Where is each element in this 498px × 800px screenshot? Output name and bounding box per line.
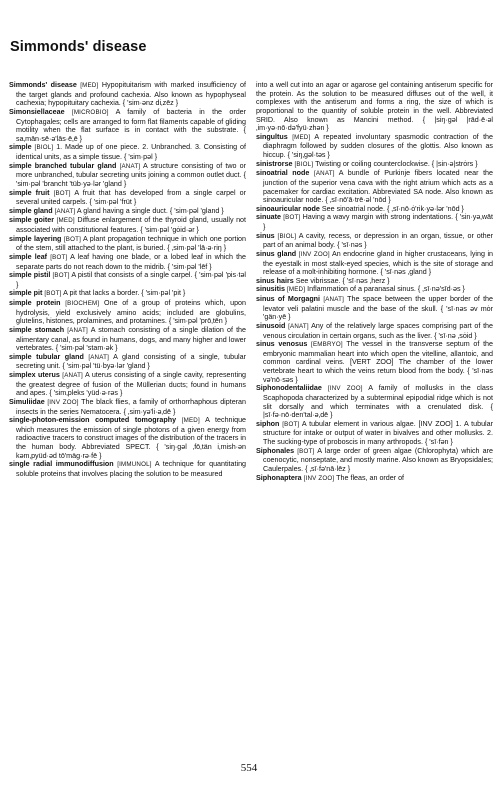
entry-pronunciation: { 'sī·nəs və'nō·səs } xyxy=(263,367,493,384)
dictionary-entry xyxy=(9,189,246,207)
dictionary-entry xyxy=(9,108,246,144)
entry-pronunciation: { ‚sim·yə'li·ə‚dē } xyxy=(123,407,176,416)
subject-label: [INV ZOO] xyxy=(298,250,330,258)
dictionary-entry xyxy=(9,162,246,189)
subject-label: [INV ZOO] xyxy=(47,398,79,406)
entry-headword: sinoatrial node xyxy=(256,169,310,178)
entry-definition: Inflammation of a paranasal sinus. xyxy=(307,285,416,294)
entry-definition: into a well cut into an agar or agarose gel containing antiserum specific for the protein. As the solution to be measured diffuses out of the well, it complexes with the antiserum and forms a ring, the size of which is proportional to the quantity of soluble protein in the well. Abbreviated SRID. Also known as Mancini method. xyxy=(256,81,493,124)
entry-headword: simple gland xyxy=(9,206,53,215)
subject-label: [BOT] xyxy=(297,447,315,455)
subject-label: [ANAT] xyxy=(54,207,76,215)
subject-label: [BIOCHEM] xyxy=(65,300,100,307)
entry-definition: A family of bacteria in the order Cytophagales; cells are arranged to form flat filaments capable of gliding motility when the flat surface is in contact with the substrate. xyxy=(16,107,247,135)
entry-headword: simple branched tubular gland xyxy=(9,161,117,170)
entry-definition: A tubular element in various algae. [INV ZOO] 1. A tubular structure for intake or output of water in bivalves and other mollusks. 2. The sucking-type of proboscis in many arthropods. xyxy=(263,419,493,446)
subject-label: [BOT] xyxy=(44,290,62,298)
dictionary-entry xyxy=(256,384,493,420)
entry-headword: Siphonodentaliidae xyxy=(256,384,322,393)
subject-label: [MED] xyxy=(292,133,311,141)
entry-headword: sinuate xyxy=(256,213,281,222)
dictionary-entry xyxy=(9,235,246,253)
dictionary-entry xyxy=(256,232,493,250)
entry-definition: The space between the upper border of the levator veli palatini muscle and the base of the skull. xyxy=(263,295,494,313)
entry-definition: A leaf having one blade, or a lobed leaf in which the separate parts do not reach down to the midrib. xyxy=(16,252,246,271)
entry-definition: Hypopituitarism with marked insufficiency of the target glands and profound cachexia. Also known as hypophyseal cachexia; hypopituitary cachexia. xyxy=(16,81,246,108)
entry-pronunciation: { 'sim·pəl 'gland } xyxy=(169,206,224,215)
subject-label: [BIOL] xyxy=(277,232,297,240)
entry-definition: A gland consisting of a single, tubular secreting unit. xyxy=(16,352,246,371)
entry-definition: The fleas, an order of xyxy=(336,473,405,482)
entry-pronunciation: { 'sim‚pleks 'yüd·ə·rəs } xyxy=(49,389,123,398)
dictionary-entry xyxy=(9,143,246,161)
entry-definition: A technique which measures the emission of single photons of a given energy from radioactive tracers to construct images of the distribution of the tracers in the human body. Abbreviated SPECT. xyxy=(16,416,247,451)
entry-pronunciation: { |sī·fə·nō·den'tal·ə‚dē } xyxy=(263,402,493,420)
entry-pronunciation: { ‚sī·nə'sīd·əs } xyxy=(417,285,465,294)
entry-pronunciation: { 'sim·pəl 'lēf } xyxy=(167,262,212,271)
entry-headword: sinus xyxy=(256,231,275,240)
subject-label: [BOT] xyxy=(53,189,71,197)
dictionary-entry xyxy=(256,250,493,277)
entry-headword: sinistrorse xyxy=(256,159,293,168)
dictionary-entry xyxy=(9,207,246,217)
dictionary-entry xyxy=(256,285,493,295)
entry-pronunciation: { 'sī·fən } xyxy=(424,438,453,446)
entry-headword: sinoauricular node xyxy=(256,204,320,213)
subject-label: [ANAT] xyxy=(119,162,141,170)
subject-label: [BOT] xyxy=(63,235,82,243)
entry-headword: simple xyxy=(9,143,32,152)
entry-pronunciation: { 'siŋ·gəl ‚fō‚tän i‚mish·ən kəm‚pyüd·əd tō'mäg·rə·fē } xyxy=(16,443,247,460)
entry-headword: simple pit xyxy=(9,289,43,298)
entry-headword: Siphonales xyxy=(256,446,295,455)
entry-pronunciation: { 'sin·yə‚wāt } xyxy=(263,213,494,231)
dictionary-entry xyxy=(9,299,246,326)
entry-pronunciation: { ‚sī·nō·ȯ'rik·yə·lər 'nōd } xyxy=(386,204,464,213)
entry-definition: Any of the relatively large spaces comprising part of the venous circulation in certain organs, such as the liver. xyxy=(263,321,494,340)
left-column xyxy=(9,81,246,479)
entry-definition: A technique for quantitating soluble proteins that involves placing the solution to be measured xyxy=(16,460,247,478)
entry-headword: single radial immunodiffusion xyxy=(9,460,114,469)
subject-label: [ANAT] xyxy=(323,296,344,303)
dictionary-entry xyxy=(9,326,246,353)
entry-pronunciation: { ‚sī·fə'nā·lēz } xyxy=(305,464,351,473)
entry-definition: A large order of green algae (Chlorophyta) which are coenocytic, nonseptate, and mostly marine. Also known as Bryopsidales; Caulerpales. xyxy=(263,446,494,473)
entry-headword: simple pistil xyxy=(9,271,51,280)
entry-pronunciation: { 'sī·nəs ‚herz } xyxy=(342,276,390,285)
dictionary-entry xyxy=(256,277,493,286)
right-column xyxy=(256,81,493,483)
subject-label: [ANAT] xyxy=(88,353,109,361)
dictionary-entry xyxy=(256,474,493,484)
dictionary-entry xyxy=(256,169,493,205)
entry-definition: The black flies, a family of orthorrhaphous dipteran insects in the series Nematocera. xyxy=(16,397,246,416)
entry-pronunciation: { 'sim·pəl 'früt } xyxy=(89,198,137,207)
entry-pronunciation: { 'sī·nəs } xyxy=(337,241,367,250)
entry-headword: Simonsiellaceae xyxy=(9,107,65,116)
entry-definition: A family of mollusks in the class Scaphopoda characterized by a subterminal epipodial ridge which is not slit dorsally and which terminates with a crenulated disk. xyxy=(263,384,494,411)
entry-pronunciation: { 'sim·pəl } xyxy=(123,153,158,161)
entry-headword: sinus hairs xyxy=(256,276,294,285)
entry-headword: sinus of Morgagni xyxy=(256,295,321,303)
dictionary-entry xyxy=(9,253,246,271)
entry-pronunciation: { 'sim·pəl 'pit } xyxy=(141,289,186,298)
entry-pronunciation: { ‚sim·pəl 'lā·ə·riŋ } xyxy=(167,244,227,253)
subject-label: [BIOL] xyxy=(294,160,314,168)
dictionary-entry xyxy=(256,205,493,214)
entry-definition: An endocrine gland in higher crustaceans, lying in the eyestalk in most stalk-eyed species, which is the site of storage and release of a molt-inhibiting hormone. xyxy=(263,249,493,277)
entry-headword: sinus gland xyxy=(256,249,297,258)
entry-headword: sinusitis xyxy=(256,285,285,294)
entry-pronunciation: { 'sī·nəs əv mȯr 'gän·yē } xyxy=(263,304,494,322)
entry-pronunciation: { 'sim·pəl 'prō‚tēn } xyxy=(168,317,228,326)
entry-headword: sinusoid xyxy=(256,321,286,330)
page-number: 554 xyxy=(240,762,258,774)
subject-label: [BOT] xyxy=(50,253,68,261)
entry-definition: One of a group of proteins which, upon hydrolysis, yield exclusively amino acids; included are globulins, glutelins, histones, prolamines, and protamines. xyxy=(16,299,246,326)
subject-label: [MED] xyxy=(181,417,200,425)
dictionary-entry xyxy=(256,81,493,133)
entry-headword: simple tubular gland xyxy=(9,352,84,361)
dictionary-entry xyxy=(9,416,246,460)
entry-headword: Simmonds' disease xyxy=(9,81,77,89)
entry-definition: See vibrissae. xyxy=(295,276,341,285)
entry-pronunciation: { sa‚mān·sē·ə'lās·ē‚ē } xyxy=(16,126,246,143)
dictionary-entry xyxy=(256,160,493,170)
subject-label: [BIOL] xyxy=(34,144,54,152)
entry-headword: simple fruit xyxy=(9,188,50,197)
entry-definition: Twisting or coiling counterclockwise. xyxy=(315,159,430,168)
entry-definition: A stomach consisting of a single dilation of the alimentary canal, as found in humans, dogs, and many higher and lower vertebrates. xyxy=(16,325,246,353)
entry-pronunciation: { 'sim·ənz di‚zēz } xyxy=(122,99,179,108)
entry-headword: simple layering xyxy=(9,234,62,243)
subject-label: [BOT] xyxy=(52,272,70,280)
dictionary-entry xyxy=(9,81,246,108)
entry-definition: A plant propagation technique in which one portion of the stem, still attached to the plant, is buried. xyxy=(16,234,246,253)
entry-definition: A uterus consisting of a single cavity, representing the greatest degree of fusion of the Müllerian ducts; found in humans and apes. xyxy=(16,371,247,398)
subject-label: [IMMUNOL] xyxy=(117,461,152,469)
subject-label: [INV ZOO] xyxy=(327,385,363,393)
entry-headword: singultus xyxy=(256,132,288,141)
subject-label: [ANAT] xyxy=(288,322,309,330)
subject-label: [BOT] xyxy=(283,214,301,222)
subject-label: [MED] xyxy=(286,286,306,294)
dictionary-entry xyxy=(9,371,246,398)
dictionary-entry xyxy=(256,420,493,447)
subject-label: [MICROBIO] xyxy=(71,108,109,116)
subject-label: [ANAT] xyxy=(62,372,83,379)
entry-headword: sinus venosus xyxy=(256,340,308,349)
entry-definition: The vessel in the transverse septum of the embryonic mammalian heart into which open the vitelline, allantoic, and common cardinal veins. [VERT ZOO] The chamber of the lower vertebrate heart to which the veins return blood from the body. xyxy=(263,340,494,375)
entry-definition: A repeated involuntary spasmodic contraction of the diaphragm followed by sudden closures of the glottis. Also known as hiccup. xyxy=(263,132,494,159)
dictionary-entry xyxy=(256,213,493,231)
entry-pronunciation: { 'sim·pəl 'pis·təl } xyxy=(16,271,247,289)
entry-definition: A gland having a single duct. xyxy=(76,206,168,215)
entry-definition: A structure consisting of two or more unbranched, tubular secreting units joining a common outlet duct. xyxy=(16,161,247,180)
entry-pronunciation: { 'sim·pəl 'gȯid·ər } xyxy=(140,226,199,234)
subject-label: [EMBRYO] xyxy=(311,341,343,349)
entry-definition: A pistil that consists of a single carpel. xyxy=(71,271,193,280)
dictionary-entry xyxy=(9,271,246,289)
entry-definition: Having a wavy margin with strong indentations. xyxy=(302,213,454,222)
entry-definition: A cavity, recess, or depression in an organ, tissue, or other part of an animal body. xyxy=(263,231,494,250)
entry-pronunciation: { |sin·ə|strȯrs } xyxy=(431,159,478,168)
entry-headword: simple leaf xyxy=(9,252,48,261)
entry-pronunciation: { ‚sī·nō'ā·trē·əl 'nōd } xyxy=(325,196,391,205)
entry-definition: 1. Made up of one piece. 2. Unbranched. 3. Consisting of identical units, as a simple tissue. xyxy=(16,143,246,161)
entry-definition: A pit that lacks a border. xyxy=(63,289,140,298)
dictionary-entry xyxy=(256,133,493,160)
entry-definition: Diffuse enlargement of the thyroid gland, usually not associated with constitutional features. xyxy=(16,216,246,234)
dictionary-entry xyxy=(9,398,246,416)
entry-headword: Siphonaptera xyxy=(256,473,302,482)
dictionary-entry xyxy=(256,295,493,322)
entry-definition: A bundle of Purkinje fibers located near the junction of the superior vena cava with the right atrium which acts as a pacemaker for cardiac excitation. Abbreviated SA node. Also known as sinoauricular node. xyxy=(263,169,493,205)
dictionary-entry xyxy=(9,353,246,371)
subject-label: [MED] xyxy=(80,82,99,89)
entry-pronunciation: { |siŋ·gəl |rād·ē·əl ‚im·yə·nō·də'fyü·zhən } xyxy=(256,115,493,133)
dictionary-entry xyxy=(256,322,493,340)
dictionary-entry xyxy=(256,447,493,474)
entry-pronunciation: { 'sim·pəl 'brancht 'tüb·yə·lər 'gland } xyxy=(16,171,247,188)
subject-label: [ANAT] xyxy=(67,326,88,334)
entry-pronunciation: { 'sī·nə ‚sȯid } xyxy=(434,331,477,340)
page-title: Simmonds' disease xyxy=(10,39,147,55)
entry-pronunciation: { 'sim·pəl 'tü·byə·lər 'gland } xyxy=(62,362,150,371)
entry-headword: simple stomach xyxy=(9,325,65,334)
entry-headword: simplex uterus xyxy=(9,371,60,379)
subject-label: [BOT] xyxy=(282,420,300,428)
entry-pronunciation: { 'sim·pəl 'stam·ək } xyxy=(55,344,118,353)
dictionary-entry xyxy=(9,460,246,478)
entry-headword: Simuliidae xyxy=(9,397,45,406)
dictionary-entry xyxy=(9,216,246,234)
entry-headword: siphon xyxy=(256,419,280,428)
subject-label: [MED] xyxy=(56,217,75,225)
entry-pronunciation: { 'sī·nəs ‚gland } xyxy=(380,268,432,277)
entry-headword: simple goiter xyxy=(9,216,55,225)
subject-label: [ANAT] xyxy=(313,170,335,178)
entry-headword: simple protein xyxy=(9,299,61,307)
dictionary-entry xyxy=(256,340,493,384)
entry-pronunciation: { 'siŋ‚gəl·təs } xyxy=(287,151,330,159)
dictionary-entry xyxy=(9,289,246,299)
entry-headword: single-photon-emission computed tomography xyxy=(9,416,177,425)
subject-label: [INV ZOO] xyxy=(303,474,335,482)
entry-definition: A fruit that has developed from a single carpel or several united carpels. xyxy=(16,188,246,207)
entry-definition: See sinoatrial node. xyxy=(321,204,385,213)
